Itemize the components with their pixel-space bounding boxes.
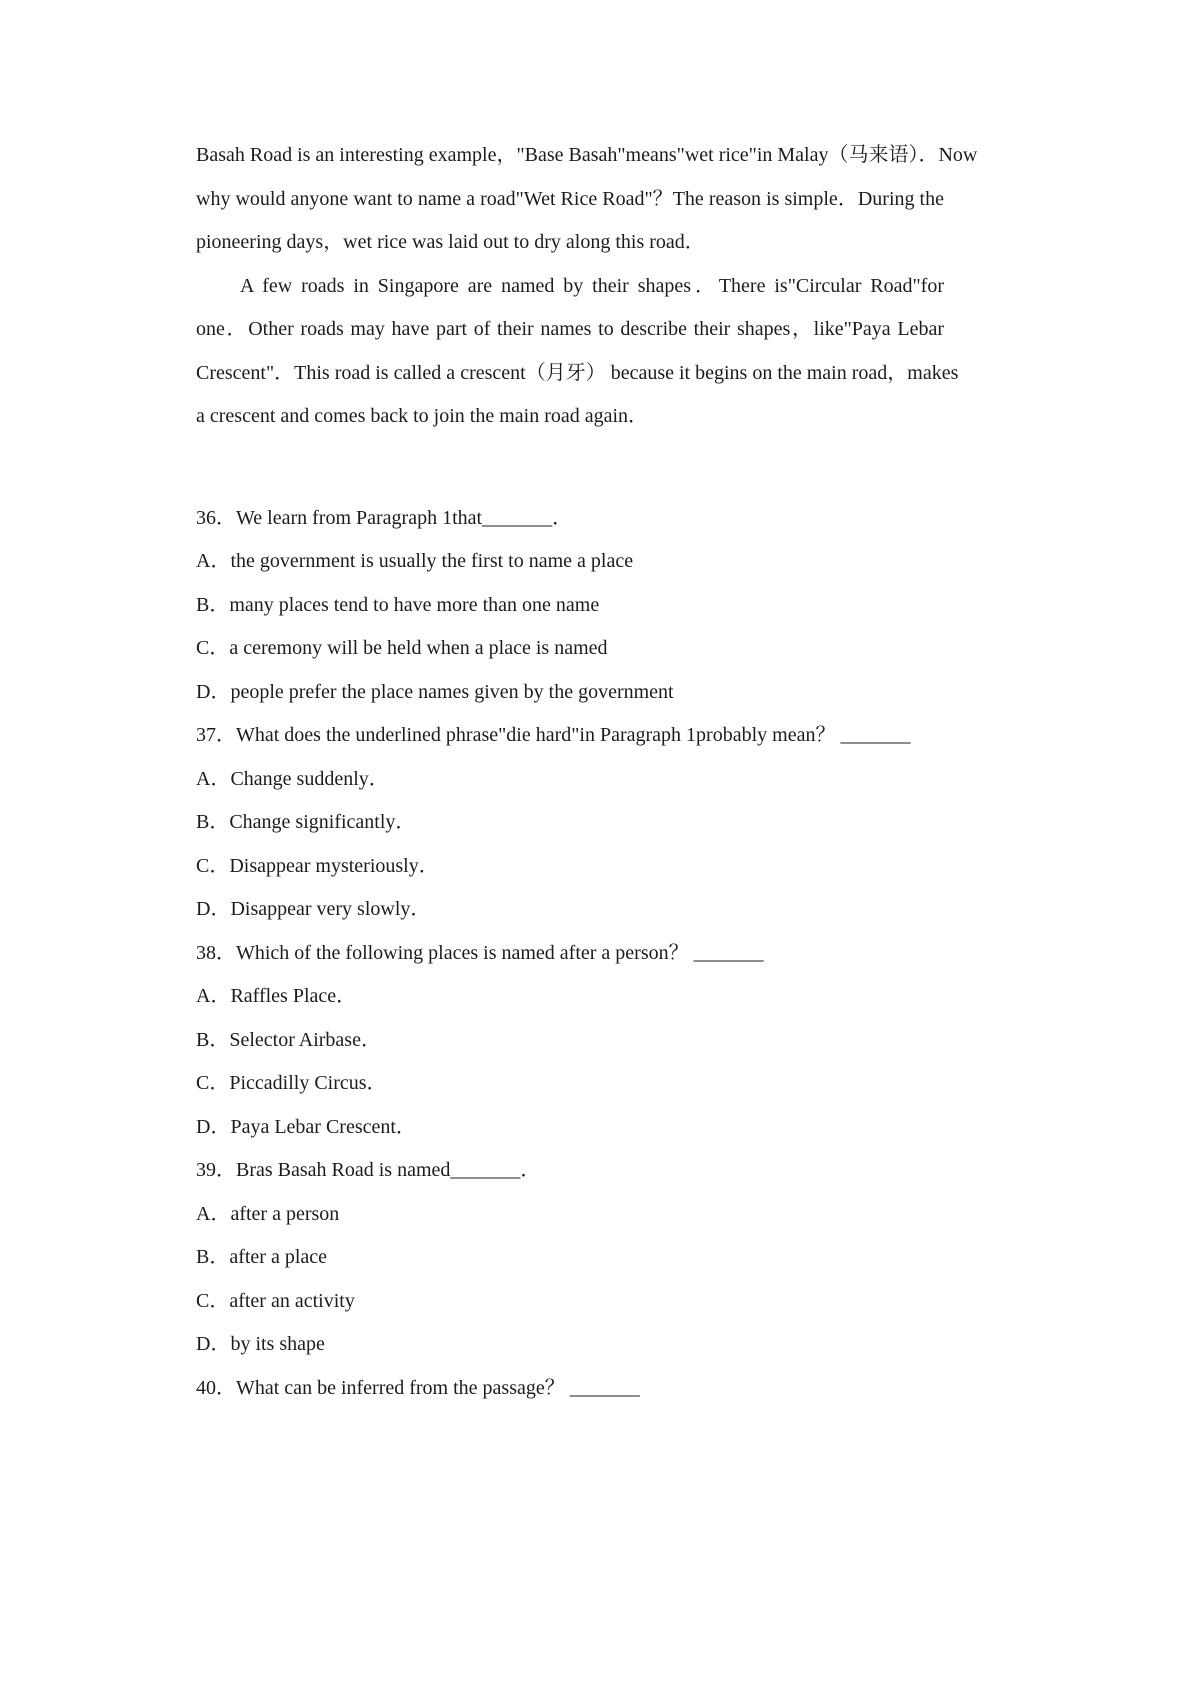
question-37 bbox=[196, 714, 944, 932]
passage-p2-line4: a crescent and comes back to join the main road again． bbox=[196, 405, 649, 427]
passage-p1-line3: pioneering days，wet rice was laid out to dry along this road． bbox=[196, 231, 705, 253]
passage-p2-line3: Crescent"．This road is called a crescent（月牙） because it begins on the main road，makes bbox=[196, 361, 959, 384]
question-40-stem: 40．What can be inferred from the passage？ _______ bbox=[196, 1376, 640, 1399]
question-37-stem: 37．What does the underlined phrase"die hard"in Paragraph 1probably mean？ _______ bbox=[196, 724, 911, 746]
question-36-option-c: C．a ceremony will be held when a place is named bbox=[196, 637, 608, 659]
question-36-option-a: A．the government is usually the first to name a place bbox=[196, 550, 634, 572]
question-38-option-b: B．Selector Airbase． bbox=[196, 1028, 381, 1051]
question-36-option-d: D．people prefer the place names given by the government bbox=[196, 680, 674, 703]
question-40 bbox=[196, 1367, 944, 1411]
passage-p1-line1: Basah Road is an interesting example，"Base Basah"means"wet rice"in Malay（马来语）．Now bbox=[196, 144, 978, 166]
question-38-stem: 38．Which of the following places is named after a person？ _______ bbox=[196, 941, 764, 964]
question-39 bbox=[196, 1149, 944, 1367]
passage-p2-line1: A few roads in Singapore are named by their shapes．There is"Circular Road"for bbox=[240, 274, 944, 297]
reading-passage bbox=[196, 134, 978, 439]
question-36 bbox=[196, 497, 944, 715]
question-37-option-d: D．Disappear very slowly． bbox=[196, 898, 431, 920]
question-38-option-c: C．Piccadilly Circus． bbox=[196, 1072, 387, 1094]
question-36-stem: 36．We learn from Paragraph 1that_______． bbox=[196, 506, 573, 529]
question-36-option-b: B．many places tend to have more than one name bbox=[196, 593, 600, 616]
question-38-option-a: A．Raffles Place． bbox=[196, 985, 357, 1007]
question-39-option-b: B．after a place bbox=[196, 1246, 328, 1268]
page-content bbox=[196, 134, 978, 1410]
question-37-option-a: A．Change suddenly． bbox=[196, 767, 389, 790]
passage-p2-line2: one．Other roads may have part of their names to describe their shapes，like"Paya Lebar bbox=[196, 318, 944, 340]
question-39-option-c: C．after an activity bbox=[196, 1289, 355, 1312]
question-37-option-b: B．Change significantly． bbox=[196, 811, 416, 833]
question-38 bbox=[196, 932, 944, 1150]
question-39-stem: 39．Bras Basah Road is named_______． bbox=[196, 1159, 541, 1181]
question-39-option-d: D．by its shape bbox=[196, 1333, 325, 1355]
question-38-option-d: D．Paya Lebar Crescent． bbox=[196, 1115, 416, 1138]
passage-p1-line2: why would anyone want to name a road"Wet Rice Road"？The reason is simple．During the bbox=[196, 187, 944, 210]
questions-section bbox=[196, 497, 944, 1411]
question-37-option-c: C．Disappear mysteriously． bbox=[196, 854, 439, 877]
question-39-option-a: A．after a person bbox=[196, 1202, 340, 1225]
